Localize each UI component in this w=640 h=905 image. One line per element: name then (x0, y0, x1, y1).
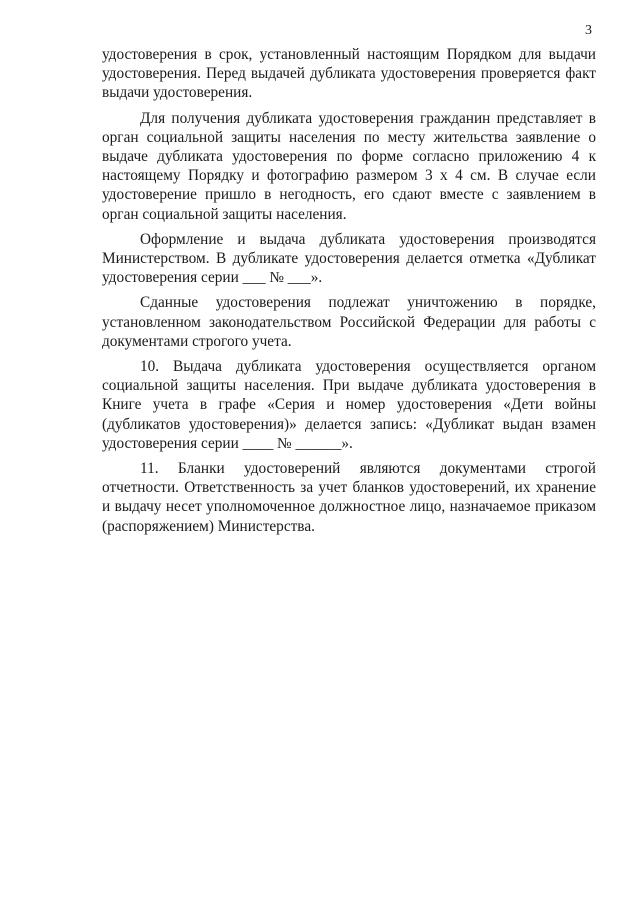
page-number: 3 (585, 23, 592, 38)
paragraph-destruction: Сданные удостоверения подлежат уничтожению в порядке, установленном законодательством Российской Федерации для работы с документами строгого учета. (102, 294, 596, 350)
paragraph-item-10: 10. Выдача дубликата удостоверения осуществляется органом социальной защиты населения. При выдаче дубликата удостоверения в Книге учета в графе «Серия и номер удостоверения «Дети войны (дубликатов удостоверения)» делается запись: «Дубликат выдан взамен удостоверения серии ____ № ______». (102, 358, 596, 452)
paragraph-duplicate-request: Для получения дубликата удостоверения гражданин представляет в орган социальной защиты населения по месту жительства заявление о выдаче дубликата удостоверения по форме согласно приложению 4 к настоящему Порядку и фотографию размером 3 х 4 см. В случае если удостоверение пришло в негодность, его сдают вместе с заявлением в орган социальной защиты населения. (102, 109, 596, 223)
paragraph-continuation: удостоверения в срок, установленный настоящим Порядком для выдачи удостоверения. Перед выдачей дубликата удостоверения проверяется факт выдачи удостоверения. (102, 46, 596, 102)
paragraph-duplicate-issuance: Оформление и выдача дубликата удостоверения производятся Министерством. В дубликате удостоверения делается отметка «Дубликат удостоверения серии ___ № ___». (102, 230, 596, 287)
document-body (102, 45, 596, 536)
paragraph-item-11: 11. Бланки удостоверений являются документами строгой отчетности. Ответственность за учет бланков удостоверений, их хранение и выдачу несет уполномоченное должностное лицо, назначаемое приказом (распоряжением) Министерства. (102, 460, 596, 535)
